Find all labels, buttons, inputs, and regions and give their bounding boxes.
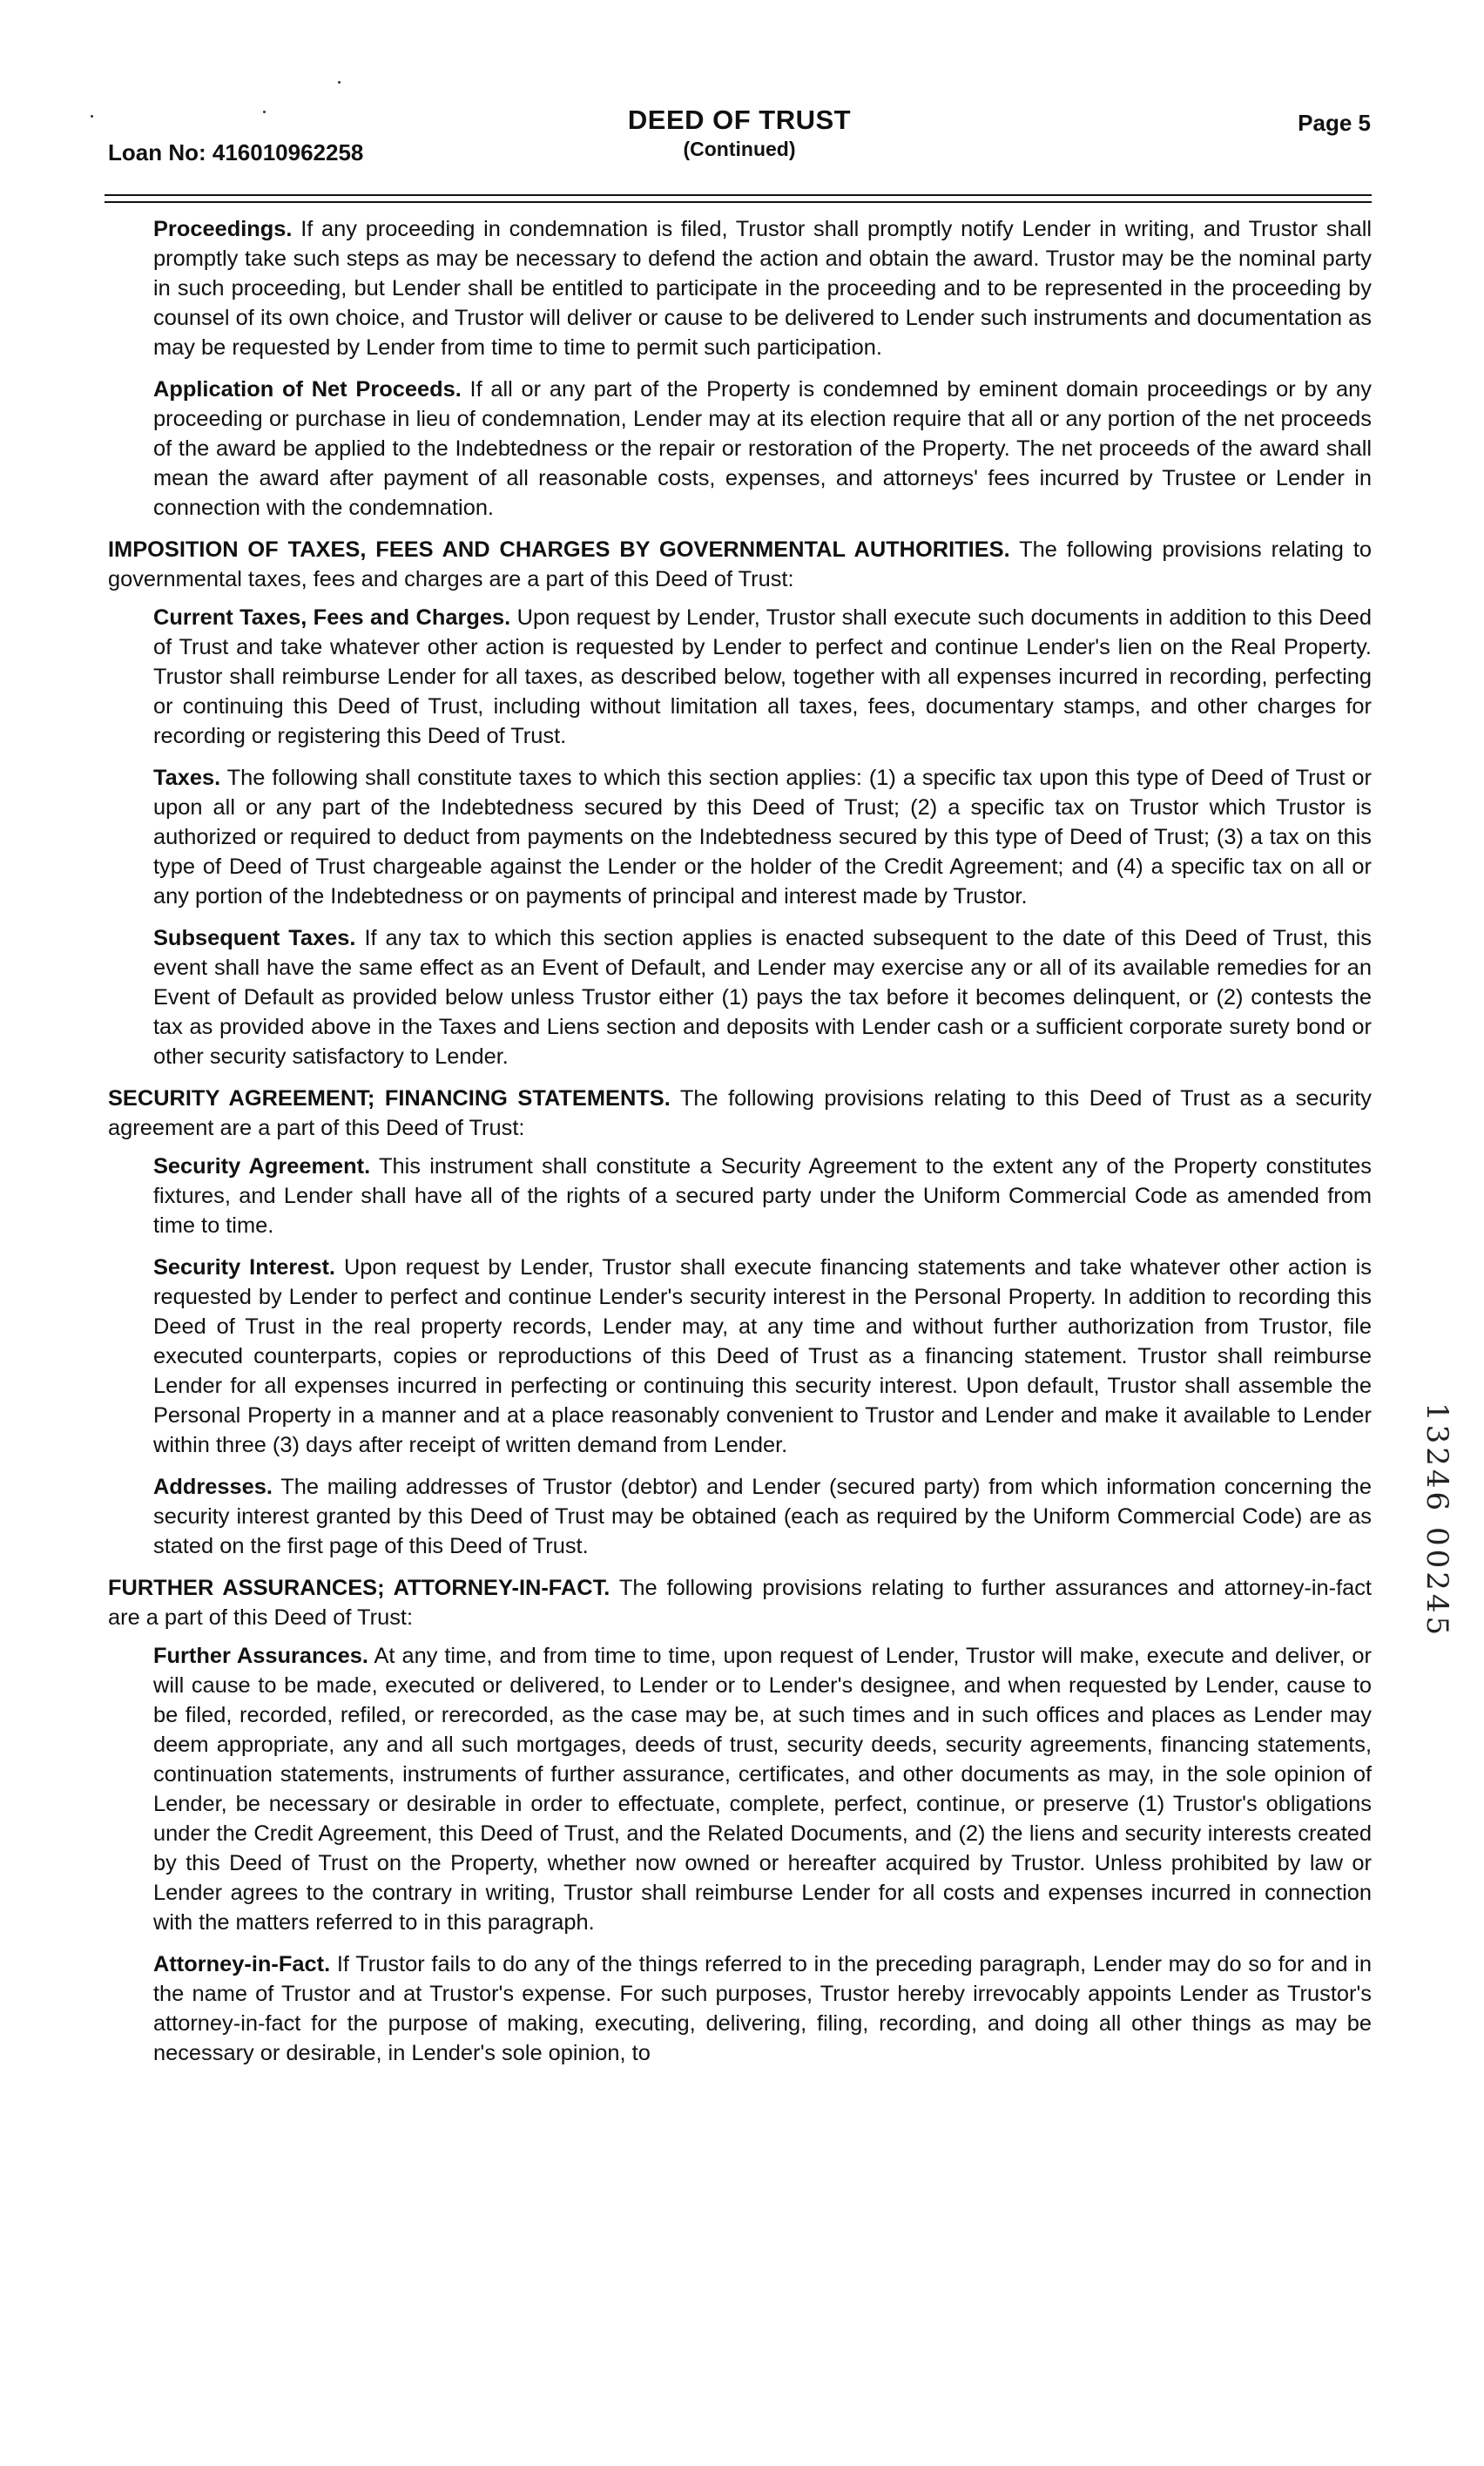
- section-heading: FURTHER ASSURANCES; ATTORNEY-IN-FACT.: [108, 1576, 610, 1600]
- paragraph-text: Upon request by Lender, Trustor shall execute financing statements and take whatever other action is requested by Lender to perfect and continue Lender's security interest in the Personal Property. In addition to recording this Deed of Trust in the real property records, Lender may, at any time and without further authorization from Trustor, file executed counterparts, copies or reproductions of this Deed of Trust as a financing statement. Trustor shall reimburse Lender for all expenses incurred in perfecting or continuing this security interest. Upon default, Trustor shall assemble the Personal Property in a manner and at a place reasonably convenient to Trustor and Lender and make it available to Lender within three (3) days after receipt of written demand from Lender.: [153, 1255, 1373, 1457]
- paragraph-subsequent-taxes: [153, 923, 1372, 1071]
- paragraph-text: The mailing addresses of Trustor (debtor) and Lender (secured party) from which information concerning the security interest granted by this Deed of Trust may be obtained (each as required by the Uniform Commercial Code) are as stated on the first page of this Deed of Trust.: [153, 1475, 1372, 1558]
- paragraph-taxes: [153, 763, 1372, 911]
- paragraph-text: The following shall constitute taxes to which this section applies: (1) a specific tax upon this type of Deed of Trust or upon all or any part of the Indebtedness secured by this Deed of Trust; (2) a specific tax on Trustor which Trustor is authorized or required to deduct from payments on the Indebtedness secured by this type of Deed of Trust; (3) a tax on this type of Deed of Trust chargeable against the Lender or the holder of the Credit Agreement; and (4) a specific tax on all or any portion of the Indebtedness or on payments of principal and interest made by Trustor.: [153, 766, 1372, 909]
- document-title: DEED OF TRUST: [627, 105, 852, 135]
- section-text: The following provisions relating to this Deed of Trust as a security agreement are a part of this Deed of Trust:: [108, 1086, 1372, 1140]
- section-text: The following provisions relating to governmental taxes, fees and charges are a part of this Deed of Trust:: [108, 537, 1372, 591]
- paragraph-further-assurances: [153, 1641, 1372, 1937]
- recording-stamp: [1420, 1402, 1458, 1646]
- paragraph-heading: Proceedings.: [153, 217, 293, 241]
- recording-number: 13246 00245: [1420, 1402, 1454, 1639]
- section-further-assurances: [108, 1573, 1372, 1632]
- header-rule: [105, 201, 1372, 203]
- paragraph-text: If any tax to which this section applies is enacted subsequent to the date of this Deed of Trust, this event shall have the same effect as an Event of Default, and Lender may exercise any or all of its available remedies for an Event of Default as provided below unless Trustor either (1) pays the tax before it becomes delinquent, or (2) contests the tax as provided above in the Taxes and Liens section and deposits with Lender cash or a sufficient corporate surety bond or other security satisfactory to Lender.: [153, 926, 1372, 1069]
- paragraph-heading: Current Taxes, Fees and Charges.: [153, 605, 511, 630]
- page-number: Page 5: [1298, 110, 1371, 136]
- paragraph-text: If any proceeding in condemnation is filed, Trustor shall promptly notify Lender in writing, and Trustor shall promptly take such steps as may be necessary to defend the action and obtain the award. Trustor may be the nominal party in such proceeding, but Lender shall be entitled to participate in the proceeding and to be represented in the proceeding by counsel of its own choice, and Trustor will deliver or cause to be delivered to Lender such instruments and documentation as may be requested by Lender from time to time to permit such participation.: [153, 217, 1372, 360]
- paragraph-heading: Security Agreement.: [153, 1154, 371, 1179]
- loan-number: Loan No: 416010962258: [108, 139, 364, 166]
- paragraph-heading: Application of Net Proceeds.: [153, 377, 462, 402]
- paragraph-security-agreement: [153, 1152, 1372, 1240]
- section-heading: SECURITY AGREEMENT; FINANCING STATEMENTS.: [108, 1086, 671, 1111]
- paragraph-heading: Taxes.: [153, 766, 221, 790]
- paragraph-net-proceeds: [153, 375, 1372, 523]
- paragraph-security-interest: [153, 1253, 1372, 1460]
- page-header: [108, 103, 1371, 172]
- document-subtitle: (Continued): [683, 138, 796, 160]
- section-security-agreement: [108, 1084, 1372, 1143]
- title-block: [108, 105, 1371, 161]
- paragraph-addresses: [153, 1472, 1372, 1561]
- paragraph-text: This instrument shall constitute a Security Agreement to the extent any of the Property constitutes fixtures, and Lender shall have all of the rights of a secured party under the Uniform Commercial Code as amended from time to time.: [153, 1154, 1372, 1238]
- paragraph-heading: Attorney-in-Fact.: [153, 1952, 331, 1976]
- paragraph-heading: Addresses.: [153, 1475, 273, 1499]
- section-imposition-of-taxes: [108, 535, 1372, 594]
- paragraph-heading: Further Assurances.: [153, 1644, 368, 1668]
- paragraph-text: If Trustor fails to do any of the things referred to in the preceding paragraph, Lender may do so for and in the name of Trustor and at Trustor's expense. For such purposes, Trustor hereby irrevocably appoints Lender as Trustor's attorney-in-fact for the purpose of making, executing, delivering, filing, recording, and doing all other things as may be necessary or desirable, in Lender's sole opinion, to: [153, 1952, 1372, 2065]
- paragraph-proceedings: [153, 214, 1372, 362]
- paragraph-text: If all or any part of the Property is condemned by eminent domain proceedings or by any proceeding or purchase in lieu of condemnation, Lender may at its election require that all or any portion of the net proceeds of the award be applied to the Indebtedness or the repair or restoration of the Property. The net proceeds of the award shall mean the award after payment of all reasonable costs, expenses, and attorneys' fees incurred by Trustee or Lender in connection with the condemnation.: [153, 377, 1372, 520]
- paragraph-heading: Subsequent Taxes.: [153, 926, 356, 950]
- document-body: [108, 214, 1372, 2080]
- paragraph-text: At any time, and from time to time, upon request of Lender, Trustor will make, execute and deliver, or will cause to be made, executed or delivered, to Lender or to Lender's designee, and when requested by Lender, cause to be filed, recorded, refiled, or rerecorded, as the case may be, at such times and in such offices and places as Lender may deem appropriate, any and all such mortgages, deeds of trust, security deeds, security agreements, financing statements, continuation statements, instruments of further assurance, certificates, and other documents as may, in the sole opinion of Lender, be necessary or desirable in order to effectuate, complete, perfect, continue, or preserve (1) Trustor's obligations under the Credit Agreement, this Deed of Trust, and the Related Documents, and (2) the liens and security interests created by this Deed of Trust on the Property, whether now owned or hereafter acquired by Trustor. Unless prohibited by law or Lender agrees to the contrary in writing, Trustor shall reimburse Lender for all costs and expenses incurred in connection with the matters referred to in this paragraph.: [153, 1644, 1373, 1935]
- paragraph-attorney-in-fact: [153, 1949, 1372, 2068]
- paragraph-text: Upon request by Lender, Trustor shall execute such documents in addition to this Deed of Trust and take whatever other action is requested by Lender to perfect and continue Lender's lien on the Real Property. Trustor shall reimburse Lender for all taxes, as described below, together with all expenses incurred in recording, perfecting or continuing this Deed of Trust, including without limitation all taxes, fees, documentary stamps, and other charges for recording or registering this Deed of Trust.: [153, 605, 1372, 748]
- paragraph-current-taxes: [153, 603, 1372, 751]
- section-text: The following provisions relating to further assurances and attorney-in-fact are a part of this Deed of Trust:: [108, 1576, 1372, 1630]
- paragraph-heading: Security Interest.: [153, 1255, 335, 1280]
- scan-speck: [338, 81, 341, 84]
- section-heading: IMPOSITION OF TAXES, FEES AND CHARGES BY GOVERNMENTAL AUTHORITIES.: [108, 537, 1010, 562]
- header-rule: [105, 194, 1372, 196]
- scan-speck: [91, 115, 93, 118]
